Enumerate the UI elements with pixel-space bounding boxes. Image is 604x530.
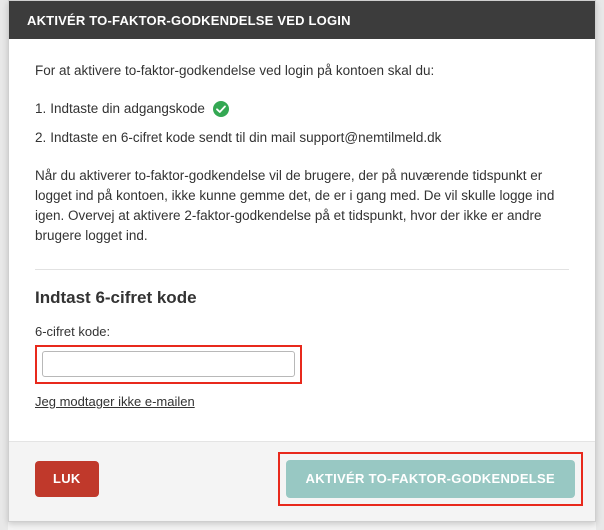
page-backdrop-right bbox=[596, 0, 604, 530]
step-1-label: Indtaste din adgangskode bbox=[50, 100, 205, 116]
section-divider bbox=[35, 269, 569, 270]
code-input[interactable] bbox=[42, 351, 295, 377]
code-input-highlight bbox=[35, 345, 302, 384]
dialog-title: AKTIVÉR TO-FAKTOR-GODKENDELSE VED LOGIN bbox=[27, 12, 351, 28]
green-check-icon bbox=[213, 101, 229, 117]
code-field-label: 6-cifret kode: bbox=[35, 323, 111, 339]
dialog-warning-paragraph: Når du aktiverer to-faktor-godkendelse vil de brugere, der på nuværende tidspunkt er logget ind på kontoen, ikke kunne gemme det, de er i gang med. De vil skulle logge ind igen. Overvej at aktivere 2-faktor-godkendelse på et tidspunkt, hvor der ikke er andre brugere logget ind. bbox=[35, 167, 555, 244]
step-2-number: 2. bbox=[35, 130, 47, 146]
activate-two-factor-button[interactable]: AKTIVÉR TO-FAKTOR-GODKENDELSE bbox=[286, 460, 575, 498]
resend-email-link[interactable]: Jeg modtager ikke e-mailen bbox=[35, 393, 195, 409]
dialog-body bbox=[9, 39, 595, 411]
dialog-footer bbox=[9, 441, 595, 521]
section-title: Indtast 6-cifret kode bbox=[35, 287, 197, 307]
step-item-2 bbox=[35, 128, 569, 148]
step-1-number: 1. bbox=[35, 100, 47, 116]
dialog-header bbox=[9, 1, 595, 39]
two-factor-dialog bbox=[8, 0, 596, 522]
step-item-1 bbox=[35, 99, 569, 119]
page-backdrop-left bbox=[0, 0, 8, 530]
close-button[interactable]: LUK bbox=[35, 461, 99, 497]
step-2-label: Indtaste en 6-cifret kode sendt til din mail support@nemtilmeld.dk bbox=[50, 130, 442, 146]
activate-button-highlight bbox=[278, 452, 583, 506]
dialog-intro-text: For at aktivere to-faktor-godkendelse ved login på kontoen skal du: bbox=[35, 63, 435, 78]
